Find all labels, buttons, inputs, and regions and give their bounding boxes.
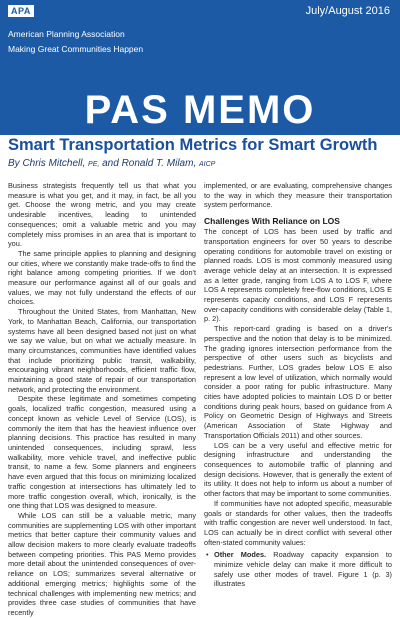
header-banner xyxy=(0,0,400,135)
byline-prefix: By Chris Mitchell, xyxy=(8,158,86,169)
paragraph: While LOS can still be a valuable metric, many communities are supplementing LOS with other important metrics that better capture their community values and allow decision makers to more clearly evaluate tradeoffs between competing priorities. This PAS Memo provides more detail about the unintended consequences of over-reliance on LOS; summarizes several alternative or additional emerging metrics; highlights some of the technical challenges with implementing new metrics; and provides three case studies of communities that have recently xyxy=(8,510,196,617)
bullet-item xyxy=(204,550,392,589)
paragraph: LOS can be a very useful and effective metric for designing infrastructure and understanding the consequences to automobile traffic of planning and design decisions. However, that is generally the extent of its utility. It does not help to inform us about a number of other factors that may be important to some communities. xyxy=(204,440,392,499)
paragraph: The same principle applies to planning and designing our cities, where we constantly make trade-offs to find the right balance among competing priorities. If we don't measure our performance against all of our goals and values, we may not fully understand the effects of our choices. xyxy=(8,248,196,307)
byline-and: and Ronald T. Milam, xyxy=(102,158,197,169)
bullet-text: Roadway capacity expansion to minimize vehicle delay can make it more difficult to safely use other modes of travel. Figure 1 (p. 3) illustrates xyxy=(214,550,392,589)
right-column xyxy=(204,181,392,589)
org-name: American Planning Association xyxy=(8,29,125,39)
paragraph: Despite these legitimate and sometimes competing goals, localized traffic congestion, measured using a concept known as vehicle Level of Service (LOS), is commonly the item that has the heaviest influence over planning decisions. This practice has resulted in many unintended consequences, including sprawl, less walkability, more vehicle travel, and ineffective public transit, to name a few. Some planners and engineers have even argued that this focus on minimizing localized traffic congestion at intersections has ultimately led to more traffic congestion overall, which, ironically, is the one thing that LOS was designed to measure. xyxy=(8,394,196,511)
paragraph: This report-card grading is based on a driver's perspective and the notion that delay is to be minimized. The grading ignores intersection performance from the perspective of other users such as bicyclists and pedestrians. Further, LOS grades below LOS E also represent a low level of utilization, which normally would consider a poor rating for public infrastructure. Many cities have adopted policies to maintain LOS D or better conditions during peak hours, based on guidance from A Policy on Geometric Design of Highways and Streets (American Association of State Highway and Transportation Officials 2011) and other sources. xyxy=(204,324,392,440)
paragraph: Business strategists frequently tell us that what you measure is what you get, and it may, in fact, be all you get. Choose the wrong metric, and you may create undesirable incentives, leading to unintended consequences; omit a valuable metric and you may completely miss promises in an area that is important to you. xyxy=(8,181,196,249)
paragraph: The concept of LOS has been used by traffic and transportation engineers for over 50 years to describe operating conditions for automobile travel on existing or planned roads. LOS is most commonly measured using average vehicle delay at an intersection. It is expressed as a letter grade, ranging from LOS A to LOS F, where LOS A represents completely free-flow conditions, LOS E represents capacity conditions, and LOS F represents over-capacity conditions with considerable delay (Table 1, p. 2). xyxy=(204,227,392,324)
masthead: PAS MEMO xyxy=(84,88,316,132)
paragraph-continued: implemented, or are evaluating, comprehensive changes to the way in which they measure their transportation system performance. xyxy=(204,181,392,210)
paragraph: If communities have not adopted specific, measurable goals or standards for other values, then the tradeoffs with traffic congestion are never well understood. In fact, LOS can actually be in direct conflict with several other often-stated community values: xyxy=(204,498,392,547)
apa-logo: APA xyxy=(8,5,34,17)
tagline: Making Great Communities Happen xyxy=(8,44,144,54)
section-heading: Challenges With Reliance on LOS xyxy=(204,216,340,227)
byline-suffix-pe: PE, xyxy=(88,161,100,168)
left-column xyxy=(8,181,196,618)
byline xyxy=(8,158,215,169)
paragraph: Throughout the United States, from Manhattan, New York, to Manhattan Beach, California, our transportation systems have all been designed based not just on what we say we value, but on what we actually measure. In many circumstances, communities have identified values that include prioritizing public transit, walkability, encouraging vibrant neighborhoods, efficient traffic flow, maintaining a good state of repair of our transportation network, and protecting the environment. xyxy=(8,307,196,394)
byline-suffix-aicp: AICP xyxy=(199,161,216,168)
article-title: Smart Transportation Metrics for Smart Growth xyxy=(8,136,378,154)
bullet-label: Other Modes. xyxy=(214,550,267,560)
issue-date: July/August 2016 xyxy=(305,5,390,17)
